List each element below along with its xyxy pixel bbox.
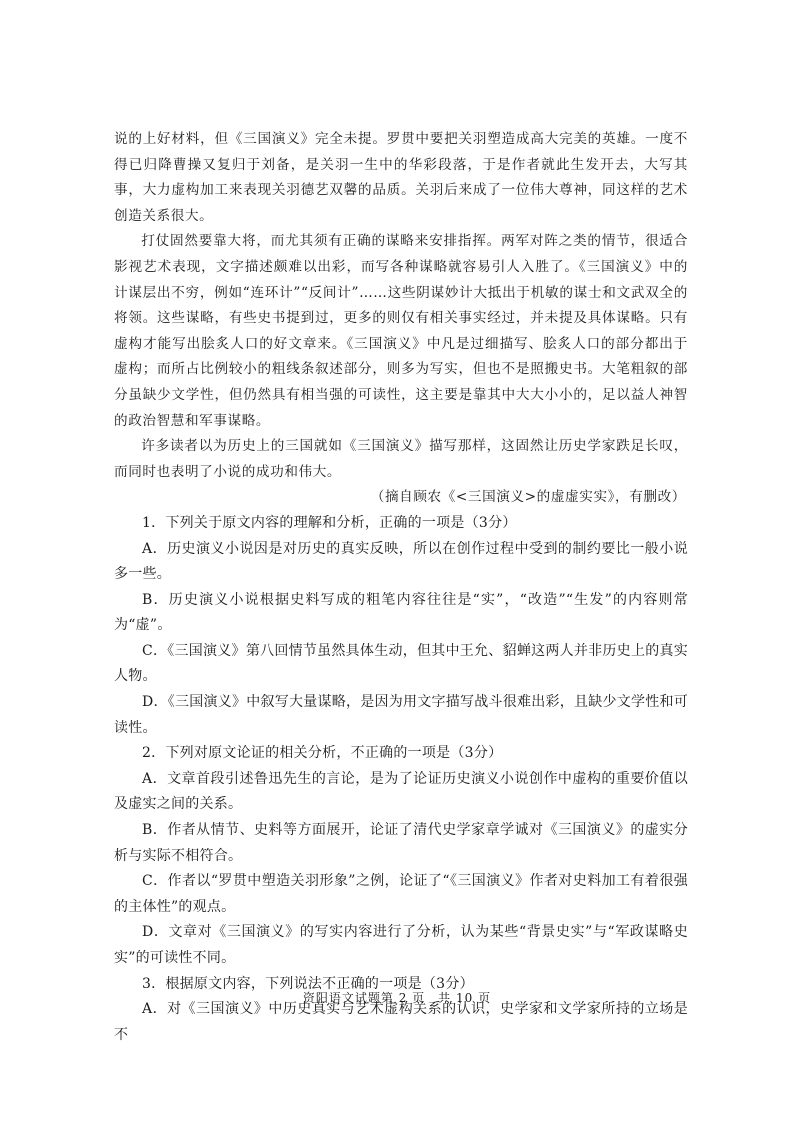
passage-paragraph-3: 许多读者以为历史上的三国就如《三国演义》描写那样，这固然让历史学家跌足长叹，而同时也表明了小说的成功和伟大。 [114,438,688,480]
question-stem: 2．下列对原文论证的相关分析，不正确的一项是（3分） [142,745,503,762]
question-stem: 1．下列关于原文内容的理解和分析，正确的一项是（3分） [142,514,517,531]
option-b: B．历史演义小说根据史料写成的粗笔内容往往是“实”，“改造”“生发”的内容则常为“虚”。 [114,591,688,634]
option-a: A．文章首段引述鲁迅先生的言论，是为了论证历史演义小说创作中虚构的重要价值以及虚实之间的关系。 [114,770,688,813]
questions [114,511,688,1048]
question-2 [114,741,688,971]
option-c: C．作者以“罗贯中塑造关羽形象”之例，论证了“《三国演义》作者对史料加工有着很强的主体性”的观点。 [114,873,688,915]
question-3 [114,972,688,1049]
option-b: B．作者从情节、史料等方面展开，论证了清代史学家章学诚对《三国演义》的虚实分析与实际不相符合。 [114,822,688,864]
option-d: D．文章对《三国演义》的写实内容进行了分析，认为某些“背景史实”与“军政谋略史实”的可读性不同。 [114,924,688,966]
passage-paragraph-2: 打仗固然要靠大将，而尤其须有正确的谋略来安排指挥。两军对阵之类的情节，很适合影视艺术表现，文字描述颇难以出彩，而写各种谋略就容易引人入胜了。《三国演义》中的计谋层出不穷，例如“连环计”“反间计”……这些阴谋妙计大抵出于机敏的谋士和文武双全的将领。这些谋略，有些史书提到过，更多的则仅有相关事实经过，并未提及具体谋略。只有虚构才能写出脍炙人口的好文章来。《三国演义》中凡是过细描写、脍炙人口的部分都出于虚构；而所占比例较小的粗线条叙述部分，则多为写实，但也不是照搬史书。大笔粗叙的部分虽缺少文学性，但仍然具有相当强的可读性，这主要是靠其中大大小小的，足以益人神智的政治智慧和军事谋略。 [114,233,688,429]
passage-paragraph-1: 说的上好材料，但《三国演义》完全未提。罗贯中要把关羽塑造成高大完美的英雄。一度不得已归降曹操又复归于刘备，是关羽一生中的华彩段落，于是作者就此生发开去，大写其事，大力虚构加工来表现关羽德艺双馨的品质。关羽后来成了一位伟大尊神，同这样的艺术创造关系很大。 [114,131,688,224]
option-c: C．《三国演义》第八回情节虽然具体生动，但其中王允、貂蝉这两人并非历史上的真实人物。 [114,642,688,685]
passage [114,127,688,511]
option-a: A．对《三国演义》中历史真实与艺术虚构关系的认识，史学家和文学家所持的立场是不 [114,1001,688,1043]
question-1 [114,511,688,741]
option-a: A．历史演义小说因是对历史的真实反映，所以在创作过程中受到的制约要比一般小说多一些。 [114,540,688,583]
question-stem: 3．根据原文内容，下列说法不正确的一项是（3分） [142,975,474,992]
source-citation: （摘自顾农《<三国演义>的虚虚实实》，有删改） [370,489,686,506]
page-footer: 资阳语文试题第 2 页 共 10 页 [302,991,492,1005]
page-content [114,127,688,1048]
option-d: D．《三国演义》中叙写大量谋略，是因为用文字描写战斗很难出彩，且缺少文学性和可读性。 [114,694,688,736]
